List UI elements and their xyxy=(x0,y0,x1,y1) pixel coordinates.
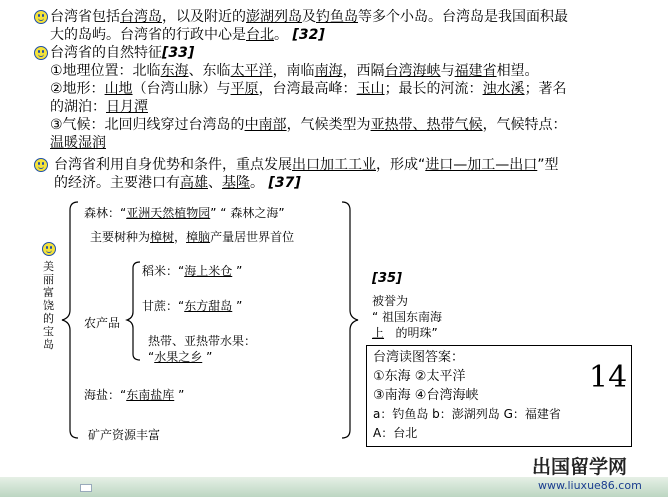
praise-l1: 被誉为 xyxy=(372,294,409,308)
watermark-url: www.liuxue86.com xyxy=(538,479,642,492)
fruit-value: “水果之乡 ” xyxy=(148,350,213,364)
p2-title: 台湾省的自然特征[33] xyxy=(50,45,195,61)
p1-line2: 大的岛屿。台湾省的行政中心是台北。 [32] xyxy=(50,27,325,43)
answer-title: 台湾读图答案： xyxy=(373,350,465,365)
p2-geo: ①地理位置：北临东海、东临太平洋，南临南海，西隔台湾海峡与福建省相望。 xyxy=(50,63,539,79)
praise-l3: 上 的明珠” xyxy=(372,326,438,340)
ref-35: [35] xyxy=(372,271,402,286)
mineral-line: 矿产资源丰富 xyxy=(88,428,161,442)
answer-line-3: a：钓鱼岛 b：澎湖列岛 G：福建省 xyxy=(373,407,561,421)
p1-line1: 台湾省包括台湾岛，以及附近的澎湖列岛及钓鱼岛等多个小岛。台湾岛是我国面积最 xyxy=(50,9,568,25)
ref-32: [32] xyxy=(292,27,325,43)
praise-l2: “ 祖国东南海 xyxy=(372,310,443,324)
vertical-title: 美丽富饶的宝岛 xyxy=(43,260,54,351)
forest-line: 森林：“亚洲天然植物园” “ 森林之海” xyxy=(84,206,285,220)
footer-handle xyxy=(80,484,92,492)
tree-line: 主要树种为樟树，樟脑产量居世界首位 xyxy=(90,230,295,244)
rice-line: 稻米：“海上米仓 ” xyxy=(142,264,243,278)
sugar-line: 甘蔗：“东方甜岛 ” xyxy=(142,299,243,313)
watermark-logo: 出国留学网 xyxy=(532,456,628,478)
p2-climate: ③气候：北回归线穿过台湾岛的中南部，气候类型为亚热带、热带气候，气候特点： xyxy=(50,117,567,133)
p3-line2: 的经济。主要港口有高雄、基隆。 [37] xyxy=(54,175,301,191)
p3-line1: 台湾省利用自身优势和条件，重点发展出口加工工业，形成“进口—加工—出口”型 xyxy=(54,157,559,173)
p2-lake: 的湖泊：日月潭 xyxy=(50,99,148,115)
answer-line-1: ①东海 ②太平洋 xyxy=(373,369,466,384)
p2-climate2: 温暖湿润 xyxy=(50,135,106,151)
answer-box xyxy=(366,345,632,447)
answer-line-4: A：台北 xyxy=(373,426,418,440)
page-number: 14 xyxy=(589,360,628,395)
agri-label: 农产品 xyxy=(84,316,121,330)
salt-line: 海盐：“东南盐库 ” xyxy=(84,388,185,402)
fruit-label: 热带、亚热带水果： xyxy=(148,334,257,348)
p2-terrain: ②地形：山地（台湾山脉）与平原，台湾最高峰：玉山；最长的河流：浊水溪；著名 xyxy=(50,81,567,97)
answer-line-2: ③南海 ④台湾海峡 xyxy=(373,388,479,403)
smiley-icon xyxy=(42,242,56,256)
